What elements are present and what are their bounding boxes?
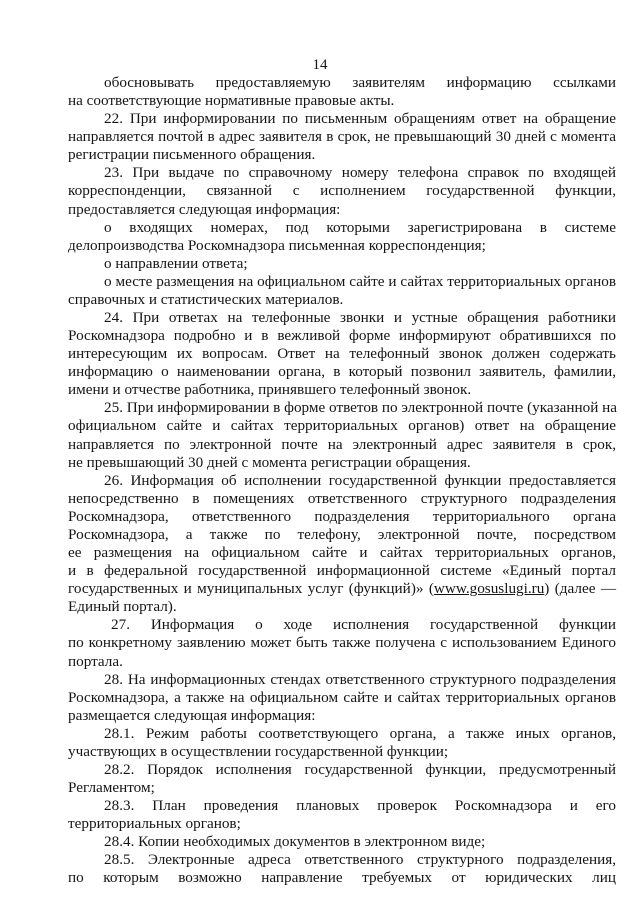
- text-line: портала.: [68, 652, 123, 670]
- text-line: 27. Информация о ходе исполнения государственной функции: [111, 616, 616, 634]
- text-line: 28.1. Режим работы соответствующего органа, а также иных органов,: [104, 724, 616, 742]
- text-line: Единый портал).: [68, 598, 177, 616]
- text-line: 28.4. Копии необходимых документов в электронном виде;: [104, 833, 486, 851]
- text-line: на соответствующие нормативные правовые акты.: [68, 92, 395, 110]
- text-line: предоставляется следующая информация:: [68, 200, 341, 218]
- text-line: размещается следующая информация:: [68, 706, 316, 724]
- text-line: и в федеральной государственной информационной системе «Единый портал: [68, 562, 616, 580]
- text-line: 28.5. Электронные адреса ответственного структурного подразделения,: [104, 851, 616, 869]
- text-line: Регламентом;: [68, 779, 155, 797]
- text-line: 22. При информировании по письменным обращениям ответ на обращение: [104, 110, 616, 128]
- text-line: по конкретному заявлению может быть также получена с использованием Единого: [68, 634, 616, 652]
- page-number: 14: [312, 57, 328, 73]
- text-line: не превышающий 30 дней с момента регистрации обращения.: [68, 453, 471, 471]
- text-line: справочных и статистических материалов.: [68, 290, 344, 308]
- text-line: направляется почтой в адрес заявителя в срок, не превышающий 30 дней с момента: [68, 128, 616, 146]
- text-line: о месте размещения на официальном сайте и сайтах территориальных органов: [104, 272, 616, 290]
- text-line: информацию о наименовании органа, в который позвонил заявитель, фамилии,: [68, 363, 616, 381]
- text-line: регистрации письменного обращения.: [68, 146, 316, 164]
- text-line: участвующих в осуществлении государственной функции;: [68, 742, 449, 760]
- text-line: обосновывать предоставляемую заявителям информацию ссылками: [104, 74, 616, 91]
- text-line: 26. Информация об исполнении государственной функции предоставляется: [104, 471, 616, 489]
- text-line: 25. При информировании в форме ответов по электронной почте (указанной на: [104, 399, 618, 417]
- text-line: непосредственно в помещениях ответственного структурного подразделения: [68, 489, 616, 507]
- text-line: имени и отчестве работника, принявшего телефонный звонок.: [68, 381, 472, 399]
- text-line: официальном сайте и сайтах территориальных органов) ответ на обращение: [68, 417, 616, 435]
- text-line: делопроизводства Роскомнадзора письменная корреспонденция;: [68, 236, 486, 254]
- text-line: территориальных органов;: [68, 815, 241, 833]
- text-line: по которым возможно направление требуемых от юридических лиц: [68, 869, 616, 887]
- text-line: Роскомнадзора, ответственного подразделения территориального органа: [68, 507, 616, 525]
- text-line: корреспонденции, связанной с исполнением государственной функции,: [68, 182, 616, 200]
- text-line: Роскомнадзора подробно и в вежливой форме информируют обратившихся по: [68, 327, 616, 345]
- text-line: 23. При выдаче по справочному номеру телефона справок по входящей: [104, 164, 616, 182]
- text-line: интересующим их вопросам. Ответ на телефонный звонок должен содержать: [68, 345, 616, 363]
- text-line: 28.3. План проведения плановых проверок Роскомнадзора и его: [104, 797, 616, 815]
- document-body: [68, 74, 616, 888]
- text-line: о направлении ответа;: [104, 254, 248, 272]
- portal-link: www.gosuslugi.ru: [433, 580, 545, 598]
- text-line: 28. На информационных стендах ответственного структурного подразделения: [104, 670, 616, 688]
- text-line: государственных и муниципальных услуг (функций)» (www.gosuslugi.ru) (далее —: [68, 580, 617, 598]
- text-line: направляется по электронной почте на электронный адрес заявителя в срок,: [68, 435, 616, 453]
- text-line: 24. При ответах на телефонные звонки и устные обращения работники: [104, 309, 616, 327]
- text-line: 28.2. Порядок исполнения государственной функции, предусмотренный: [104, 760, 616, 778]
- text-line: Роскомнадзора, а также на официальном сайте и сайтах территориальных органов: [68, 688, 616, 706]
- text-line: ее размещения на официальном сайте и сайтах территориальных органов,: [68, 544, 616, 562]
- text-line: о входящих номерах, под которыми зарегистрирована в системе: [104, 218, 616, 236]
- text-line: Роскомнадзора, а также по телефону, электронной почте, посредством: [68, 525, 616, 543]
